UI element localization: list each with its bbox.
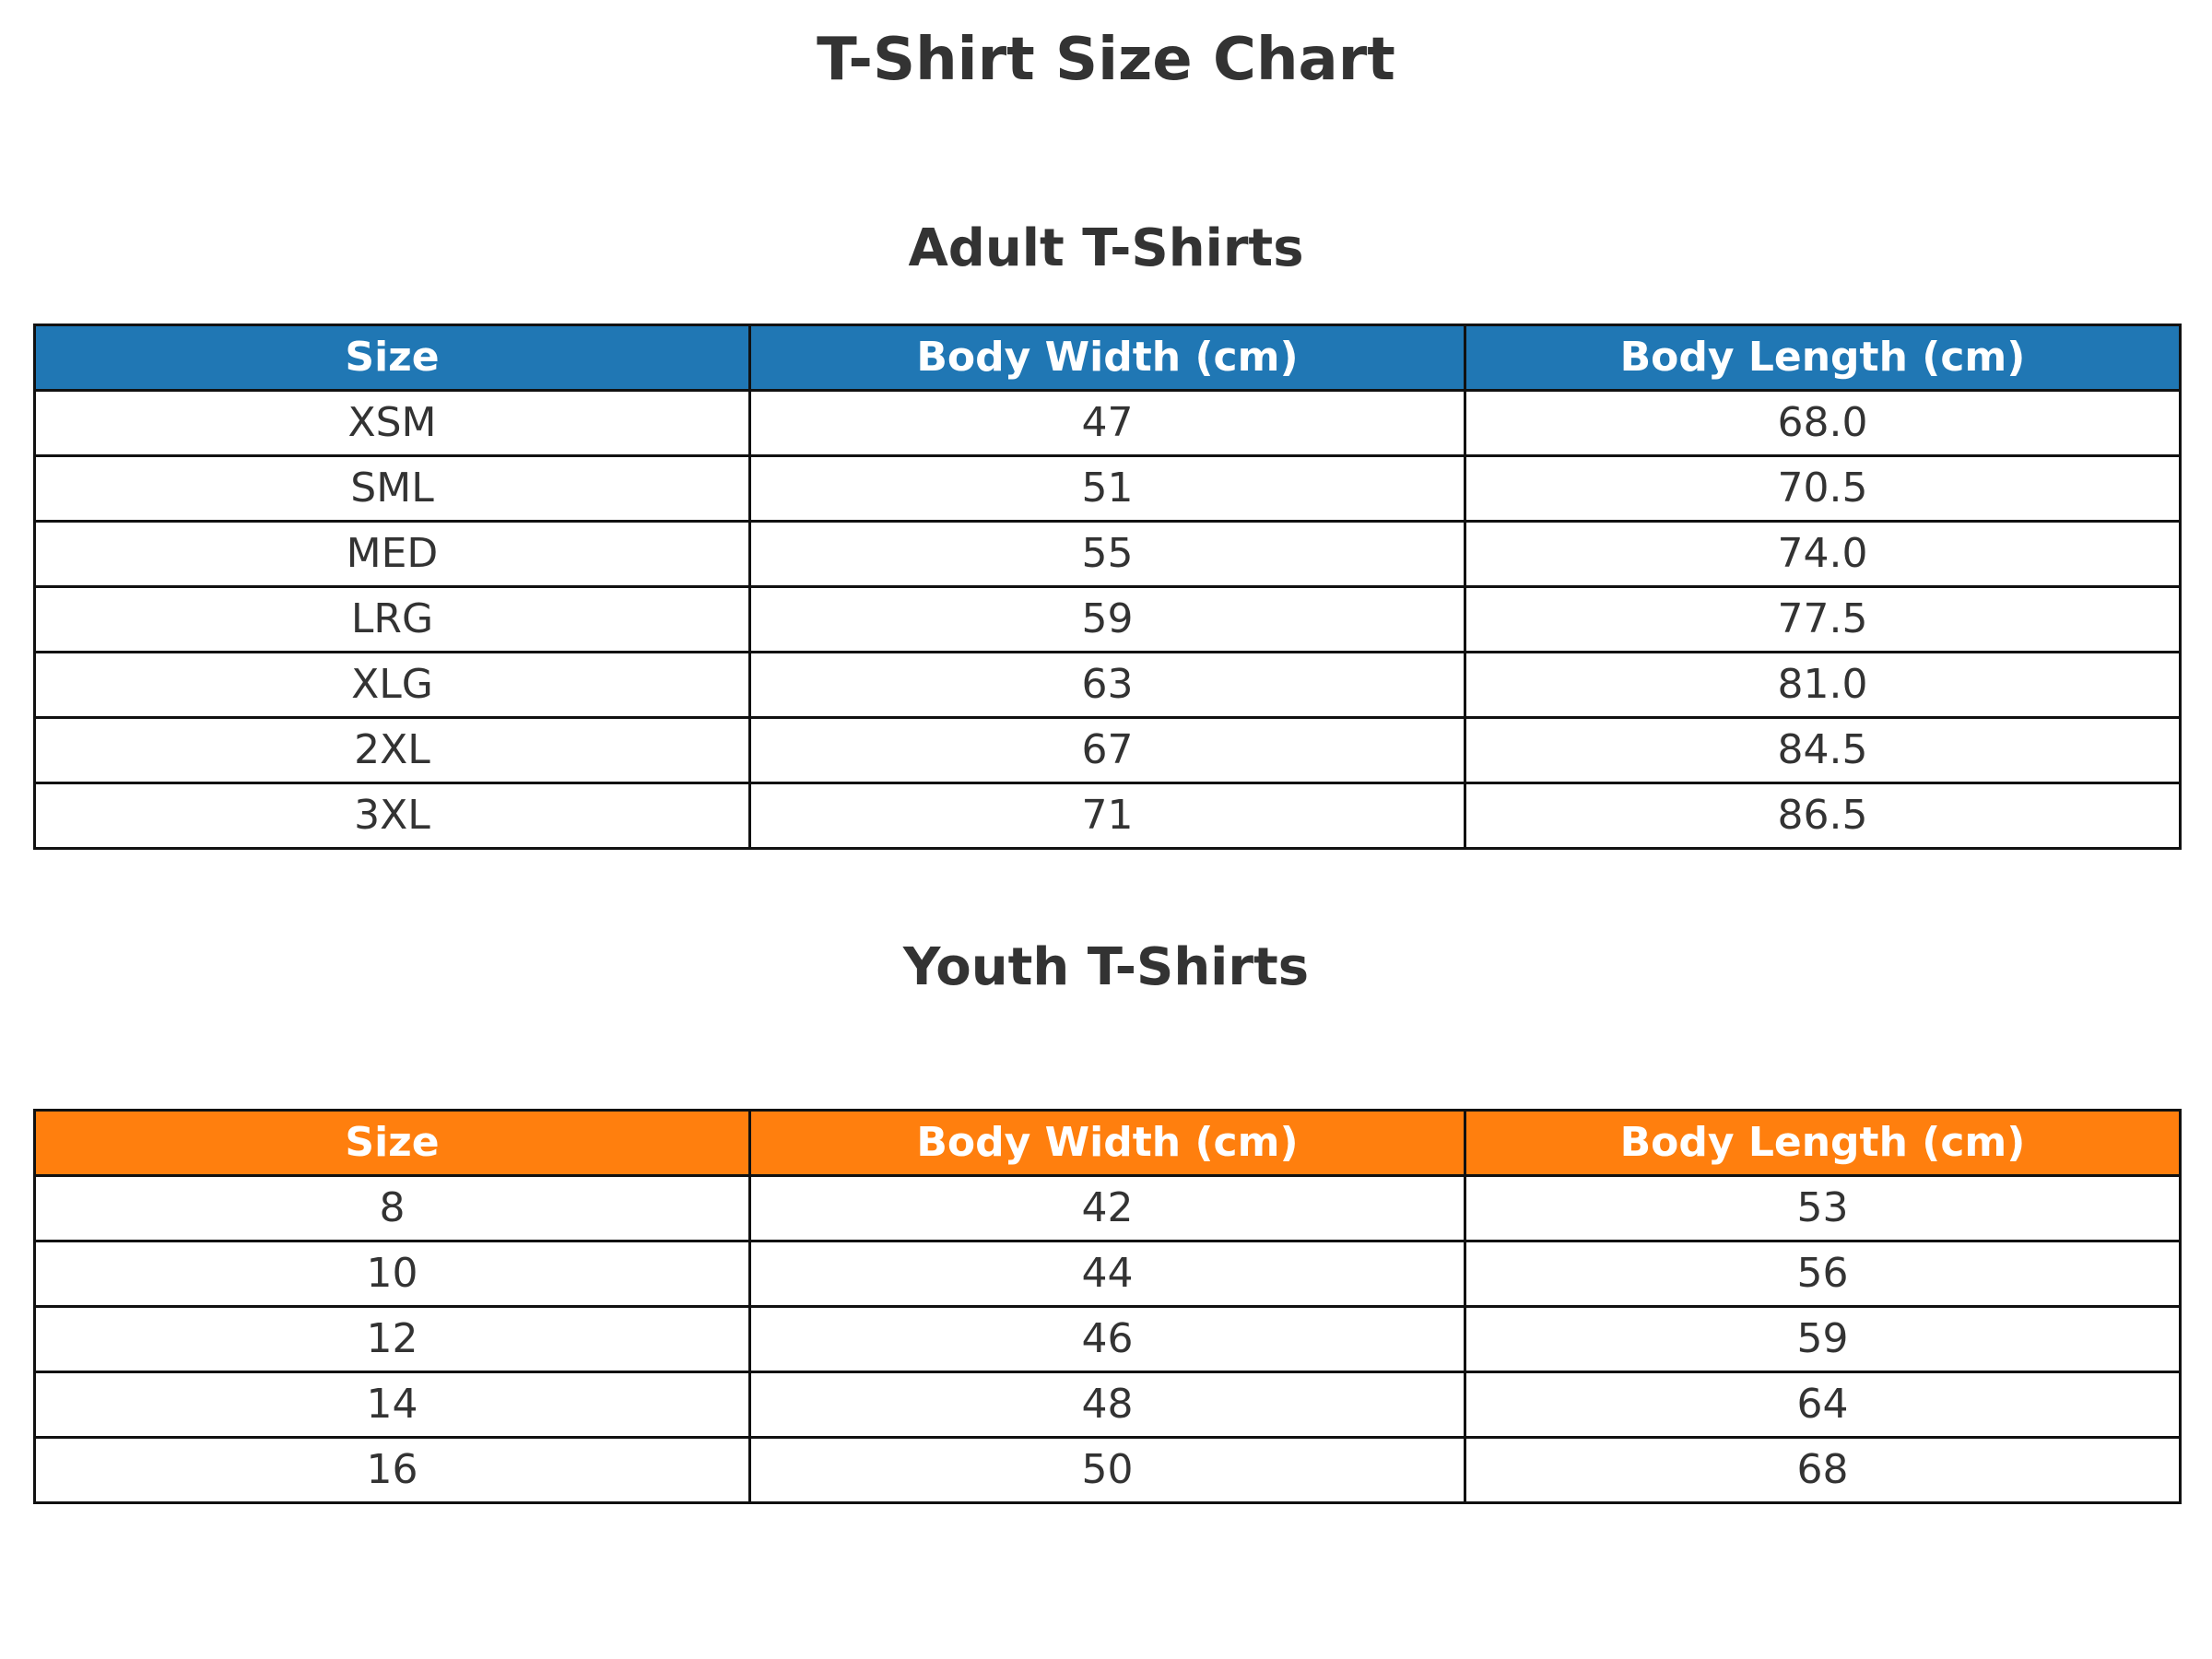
table-row [35,1176,2181,1241]
youth-header-size: Size [35,1111,750,1176]
body-width-cell: 67 [750,718,1465,783]
adult-size-table [33,324,2182,850]
body-length-cell: 53 [1465,1176,2181,1241]
body-width-cell: 51 [750,456,1465,522]
size-cell: 8 [35,1176,750,1241]
youth-header-row [35,1111,2181,1176]
size-cell: XLG [35,653,750,718]
youth-section-title: Youth T-Shirts [902,937,1310,997]
youth-size-table [33,1109,2182,1504]
youth-header-body-length: Body Length (cm) [1465,1111,2181,1176]
size-cell: LRG [35,587,750,653]
size-cell: 3XL [35,783,750,849]
body-length-cell: 56 [1465,1241,2181,1307]
body-length-cell: 74.0 [1465,522,2181,587]
adult-header-body-width: Body Width (cm) [750,325,1465,391]
table-row [35,391,2181,456]
table-row [35,1372,2181,1438]
body-length-cell: 68 [1465,1438,2181,1503]
body-length-cell: 59 [1465,1307,2181,1372]
table-row [35,456,2181,522]
table-row [35,1241,2181,1307]
body-length-cell: 86.5 [1465,783,2181,849]
table-row [35,522,2181,587]
table-row [35,718,2181,783]
adult-header-row [35,325,2181,391]
size-cell: MED [35,522,750,587]
size-cell: 10 [35,1241,750,1307]
body-length-cell: 64 [1465,1372,2181,1438]
adult-header-size: Size [35,325,750,391]
size-cell: XSM [35,391,750,456]
size-cell: 2XL [35,718,750,783]
body-length-cell: 84.5 [1465,718,2181,783]
body-width-cell: 50 [750,1438,1465,1503]
table-row [35,587,2181,653]
body-width-cell: 46 [750,1307,1465,1372]
body-length-cell: 81.0 [1465,653,2181,718]
table-row [35,653,2181,718]
table-row [35,783,2181,849]
size-cell: 12 [35,1307,750,1372]
body-width-cell: 47 [750,391,1465,456]
body-length-cell: 68.0 [1465,391,2181,456]
size-cell: 14 [35,1372,750,1438]
body-width-cell: 48 [750,1372,1465,1438]
body-width-cell: 59 [750,587,1465,653]
body-width-cell: 63 [750,653,1465,718]
body-length-cell: 70.5 [1465,456,2181,522]
table-row [35,1438,2181,1503]
adult-section-title: Adult T-Shirts [908,218,1304,278]
size-cell: 16 [35,1438,750,1503]
body-width-cell: 71 [750,783,1465,849]
adult-header-body-length: Body Length (cm) [1465,325,2181,391]
size-cell: SML [35,456,750,522]
body-width-cell: 55 [750,522,1465,587]
body-width-cell: 42 [750,1176,1465,1241]
table-row [35,1307,2181,1372]
body-width-cell: 44 [750,1241,1465,1307]
body-length-cell: 77.5 [1465,587,2181,653]
page-title: T-Shirt Size Chart [817,26,1395,94]
youth-header-body-width: Body Width (cm) [750,1111,1465,1176]
